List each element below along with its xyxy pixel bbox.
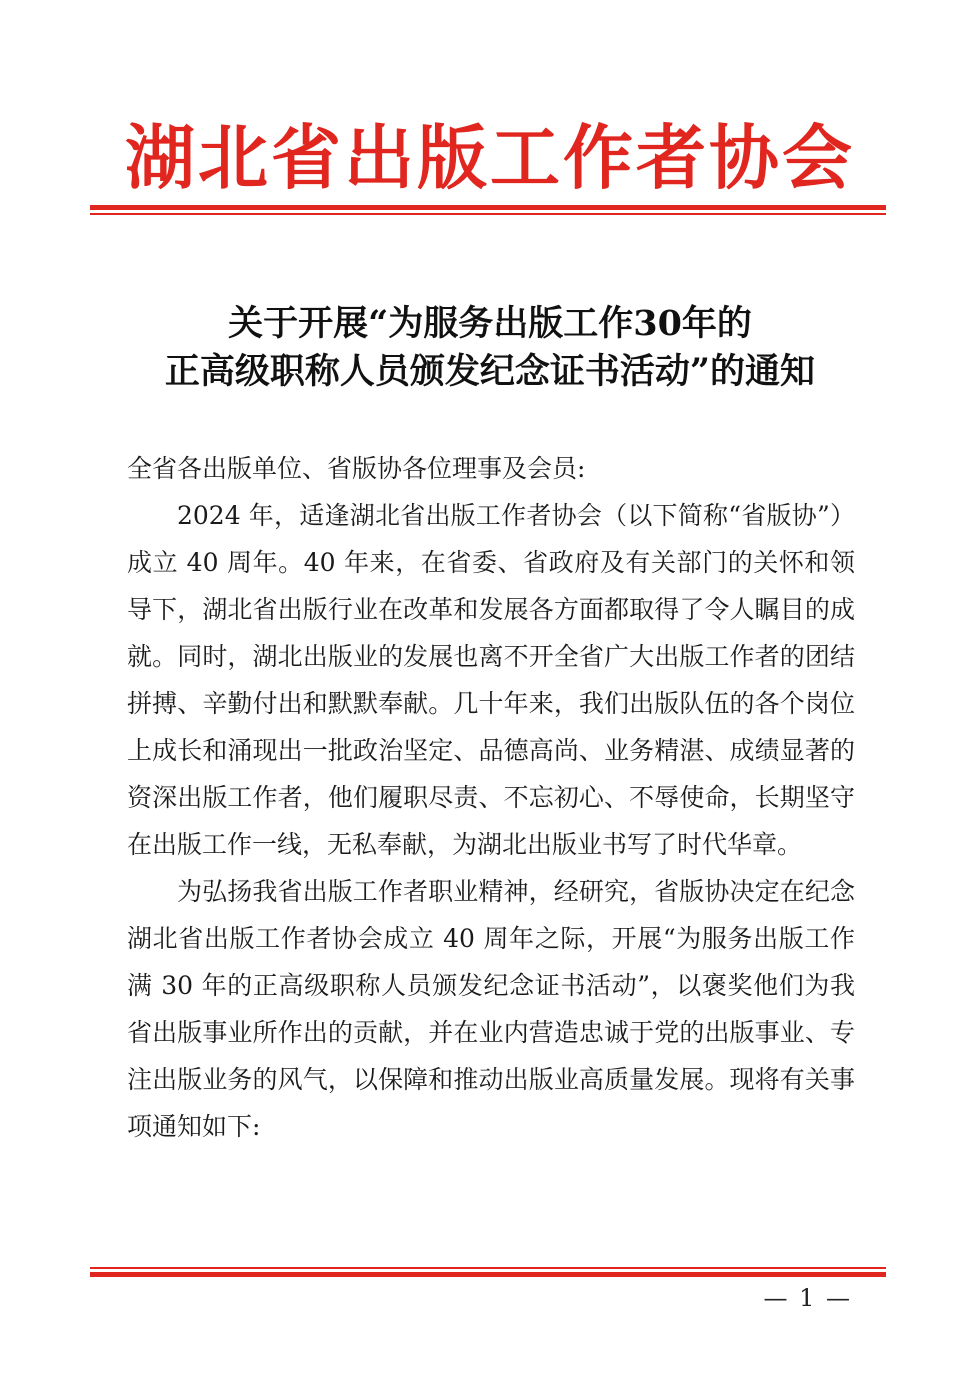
document-title [0, 300, 980, 396]
organization-masthead: 湖北省出版工作者协会 [125, 117, 855, 199]
body-paragraph: 为弘扬我省出版工作者职业精神，经研究，省版协决定在纪念湖北省出版工作者协会成立 40 周年之际，开展“为服务出版工作满 30 年的正高级职称人员颁发纪念证书活动”，以褒奖他们为我省出版事业所作出的贡献，并在业内营造忠诚于党的出版事业、专注出版业务的风气，以保障和推动出版业高质量发展。现将有关事项通知如下: [127, 877, 855, 1141]
title-line-1: 关于开展“为服务出版工作30年的 [228, 303, 752, 344]
document-body [127, 445, 855, 1150]
header-rule-thick [90, 205, 886, 210]
salutation: 全省各出版单位、省版协各位理事及会员: [127, 454, 586, 483]
footer-rule-thin [90, 1267, 886, 1269]
page-number: — 1 — [763, 1284, 852, 1312]
title-line-2: 正高级职称人员颁发纪念证书活动”的通知 [164, 351, 816, 392]
footer-rule-thick [90, 1272, 886, 1277]
body-paragraph: 2024 年，适逢湖北省出版工作者协会（以下简称“省版协”）成立 40 周年。40 年来，在省委、省政府及有关部门的关怀和领导下，湖北省出版行业在改革和发展各方面都取得了令人瞩目的成就。同时，湖北出版业的发展也离不开全省广大出版工作者的团结拼搏、辛勤付出和默默奉献。几十年来，我们出版队伍的各个岗位上成长和涌现出一批政治坚定、品德高尚、业务精湛、成绩显著的资深出版工作者，他们履职尽责、不忘初心、不辱使命，长期坚守在出版工作一线，无私奉献，为湖北出版业书写了时代华章。 [127, 501, 855, 859]
header-rule-thin [90, 213, 886, 215]
